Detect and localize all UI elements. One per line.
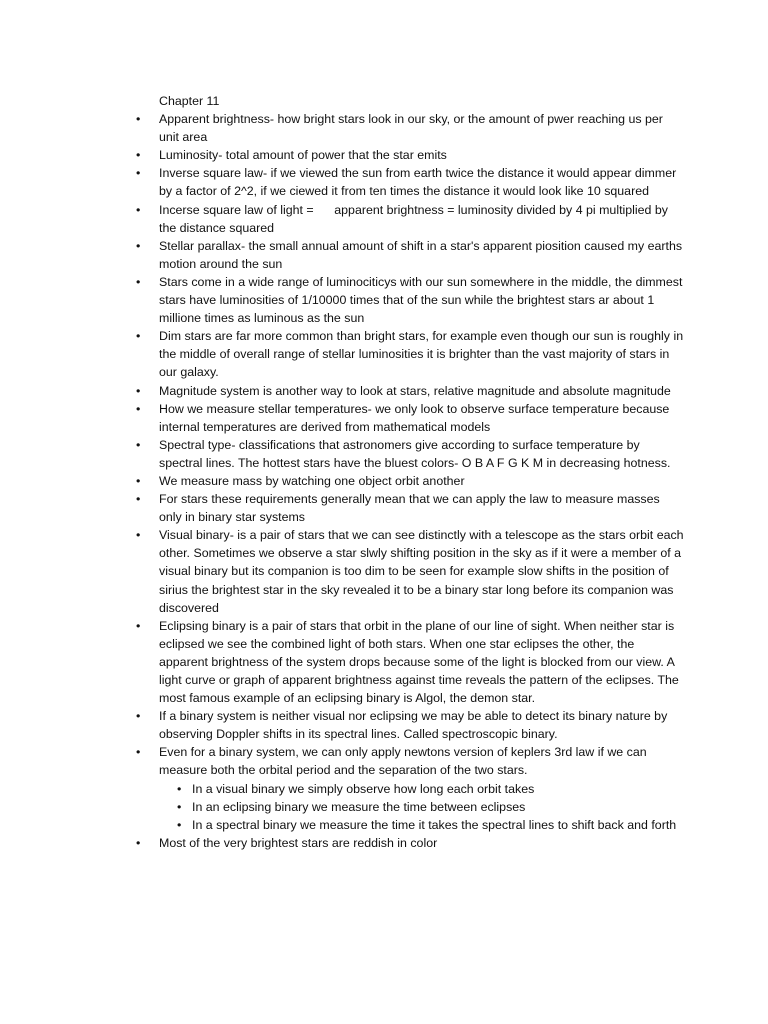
sub-list-item — [159, 816, 684, 834]
bullet-icon: • — [136, 709, 141, 724]
list-item — [136, 382, 684, 400]
list-item-text: How we measure stellar temperatures- we only look to observe surface temperature because internal temperatures are derived from mathematical models — [159, 401, 670, 434]
list-item — [136, 743, 684, 833]
list-item — [136, 164, 684, 200]
list-item — [136, 436, 684, 472]
list-item-text: We measure mass by watching one object orbit another — [159, 473, 465, 488]
list-item — [136, 472, 684, 490]
bullet-icon: • — [136, 528, 141, 543]
list-item — [136, 707, 684, 743]
list-item — [136, 490, 684, 526]
list-item-text: Stellar parallax- the small annual amount of shift in a star's apparent piosition caused my earths motion around the sun — [159, 238, 683, 271]
bullet-icon: • — [136, 329, 141, 344]
chapter-heading: Chapter 11 — [159, 94, 220, 108]
bullet-icon: • — [136, 618, 141, 633]
list-item-text: For stars these requirements generally mean that we can apply the law to measure masses only in binary star systems — [159, 492, 660, 525]
bullet-icon: • — [177, 781, 182, 796]
list-item-text: Inverse square law- if we viewed the sun from earth twice the distance it would appear dimmer by a factor of 2^2, if we ciewed it from ten times the distance it would look like 10 squared — [159, 166, 677, 199]
list-item — [136, 110, 684, 146]
list-item-text: Dim stars are far more common than bright stars, for example even though our sun is roughly in the middle of overall range of stellar luminosities it is brighter than the vast majority of stars in our galaxy. — [159, 329, 684, 380]
bullet-icon: • — [136, 437, 141, 452]
list-item — [136, 400, 684, 436]
list-item-text: Spectral type- classifications that astronomers give according to surface temperature by spectral lines. The hottest stars have the bluest colors- O B A F G K M in decreasing hotness. — [159, 437, 671, 470]
bullet-icon: • — [136, 166, 141, 181]
sub-list-item — [159, 780, 684, 798]
sub-list-item-text: In a spectral binary we measure the time it takes the spectral lines to shift back and forth — [192, 817, 677, 832]
list-item-text: Even for a binary system, we can only apply newtons version of keplers 3rd law if we can measure both the orbital period and the separation of the two stars. — [159, 745, 647, 778]
notes-content — [136, 92, 684, 852]
bullet-icon: • — [136, 274, 141, 289]
list-item-text: If a binary system is neither visual nor eclipsing we may be able to detect its binary nature by observing Doppler shifts in its spectral lines. Called spectroscopic binary. — [159, 709, 668, 742]
list-item — [136, 327, 684, 381]
sub-list-item-text: In an eclipsing binary we measure the time between eclipses — [192, 799, 526, 814]
list-item-text: Magnitude system is another way to look at stars, relative magnitude and absolute magnitude — [159, 383, 671, 398]
list-item-text: Luminosity- total amount of power that the star emits — [159, 148, 447, 163]
list-item-text: Most of the very brightest stars are reddish in color — [159, 835, 438, 850]
list-item-text: Visual binary- is a pair of stars that we can see distinctly with a telescope as the stars orbit each other. Sometimes we observe a star slwly shifting position in the sky as if it were a member of a visual binary but its companion is too dim to be seen for example slow shifts in the position of sirius the brightest star in the sky revealed it to be a binary star long before its companion was discovered — [159, 528, 684, 615]
bullet-icon: • — [136, 745, 141, 760]
bullet-icon: • — [136, 492, 141, 507]
list-item — [136, 237, 684, 273]
bullet-icon: • — [136, 238, 141, 253]
list-item — [136, 526, 684, 616]
sub-list — [159, 780, 684, 834]
bullet-icon: • — [136, 835, 141, 850]
bullet-icon: • — [136, 383, 141, 398]
list-item — [136, 201, 684, 237]
list-item — [136, 273, 684, 327]
sub-list-item — [159, 798, 684, 816]
list-item-text: Stars come in a wide range of luminociticys with our sun somewhere in the middle, the dimmest stars have luminosities of 1/10000 times that of the sun while the brightest stars ar about 1 millione times as luminous as the sun — [159, 274, 683, 326]
bullet-icon: • — [136, 401, 141, 416]
bullet-icon: • — [136, 473, 141, 488]
bullet-icon: • — [177, 817, 182, 832]
list-item — [136, 834, 684, 852]
sub-list-item-text: In a visual binary we simply observe how long each orbit takes — [192, 781, 535, 796]
bullet-icon: • — [136, 148, 141, 163]
list-item-text: Incerse square law of light = apparent brightness = luminosity divided by 4 pi multiplied by the distance squared — [159, 202, 672, 235]
list-item-text: Eclipsing binary is a pair of stars that orbit in the plane of our line of sight. When neither star is eclipsed we see the combined light of both stars. When one star eclipses the other, the apparent brightness of the system drops because some of the light is blocked from our view. A light curve or graph of apparent brightness against time reveals the pattern of the eclipses. The most famous example of an eclipsing binary is Algol, the demon star. — [159, 618, 679, 706]
list-item — [136, 617, 684, 707]
list-item-text: Apparent brightness- how bright stars look in our sky, or the amount of pwer reaching us per unit area — [159, 112, 663, 145]
notes-list — [136, 110, 684, 852]
bullet-icon: • — [136, 202, 141, 217]
list-item — [136, 146, 684, 164]
bullet-icon: • — [177, 799, 182, 814]
bullet-icon: • — [136, 112, 141, 127]
